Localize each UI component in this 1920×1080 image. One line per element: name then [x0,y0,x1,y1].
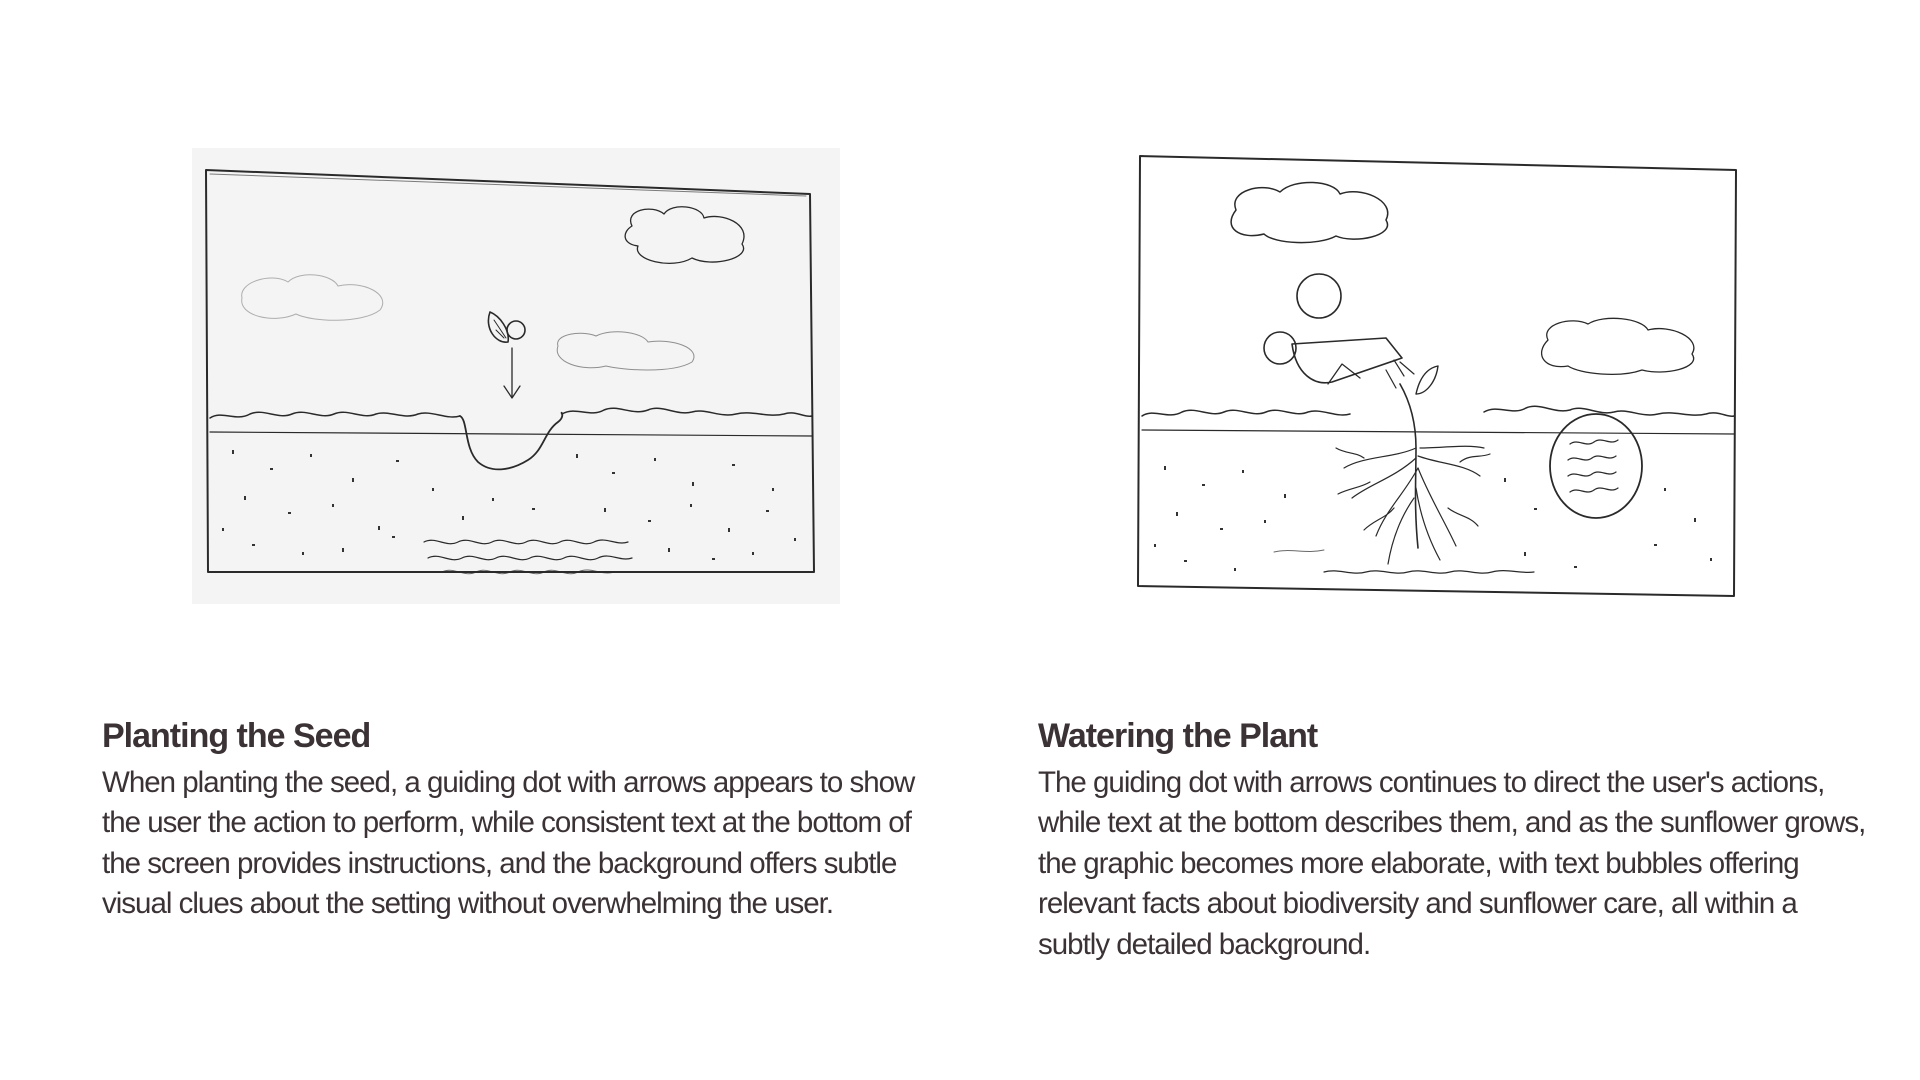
paper-background [192,148,840,604]
sketch-watering-plant [1124,148,1744,604]
sketch-planting-seed-drawing [192,148,840,604]
section-title: Watering the Plant [1038,717,1318,755]
section-watering-plant [1038,716,1868,965]
section-title: Planting the Seed [102,717,371,755]
section-planting-seed [102,716,922,925]
sketch-watering-plant-drawing [1124,148,1744,604]
sketch-planting-seed [192,148,840,604]
section-description: The guiding dot with arrows continues to direct the user's actions, while text at the bottom describes them, and as the sunflower grows, the graphic becomes more elaborate, with text bubbles offering relevant facts about biodiversity and sunflower care, all within a subtly detailed background. [1038,765,1866,961]
section-description: When planting the seed, a guiding dot with arrows appears to show the user the action to perform, while consistent text at the bottom of the screen provides instructions, and the background offers subtle visual clues about the setting without overwhelming the user. [102,765,915,921]
paper-background [1124,148,1744,604]
